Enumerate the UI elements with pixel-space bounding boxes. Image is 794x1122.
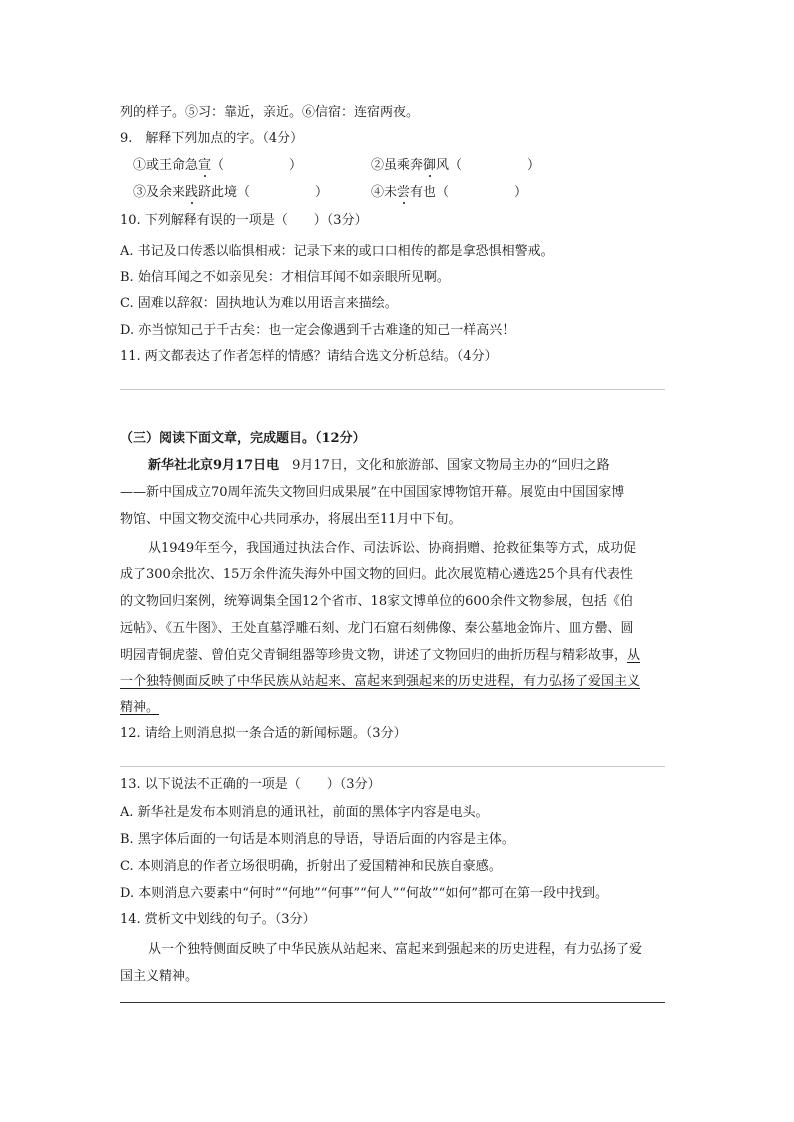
underlined-sentence-line-3: 精神。	[120, 700, 160, 715]
news-paragraph-2-line-4: 远帖》、《五牛图》、王处直墓浮雕石刻、龙门石窟石刻佛像、秦公墓地金饰片、皿方罍、圆	[120, 621, 634, 636]
answer-line	[120, 766, 665, 767]
item-text: ①或王命急	[133, 158, 199, 173]
question-14-quote-line-2: 国主义精神。	[120, 969, 199, 984]
question-13-option-b: B. 黑字体后面的一句话是本则消息的导语，导语后面的内容是主体。	[120, 832, 515, 847]
answer-blank: （ ）	[211, 158, 303, 173]
question-10-option-d: D. 亦当惊知己于千古矣：也一定会像遇到千古难逢的知己一样高兴！	[120, 323, 516, 338]
news-paragraph-1-line-1	[148, 457, 610, 475]
news-paragraph-2-line-1: 从1949年至今，我国通过执法合作、司法诉讼、协商捐赠、抢救征集等方式，成功促	[148, 541, 637, 556]
question-13-stem: 13. 以下说法不正确的一项是（ ）（3分）	[120, 777, 381, 792]
question-10-option-c: C. 固难以辞叙：固执地认为难以用语言来描绘。	[120, 296, 398, 311]
news-dateline: 新华社北京9月17日电	[148, 458, 280, 473]
question-14-quote-line-1: 从一个独特侧面反映了中华民族从站起来、富起来到强起来的历史进程，有力弘扬了爱	[148, 942, 643, 957]
news-text: 明园青铜虎蓥、曾伯克父青铜组器等珍贵文物，讲述了文物回归的曲折历程与精彩故事，	[120, 648, 628, 663]
news-paragraph-2-line-5	[120, 647, 640, 665]
item-text: ③及余来	[133, 185, 186, 200]
question-10-stem: 10. 下列解释有误的一项是（ ）（3分）	[120, 213, 368, 228]
question-13-option-d: D. 本则消息六要素中“何时”“何地”“何事”“何人”“何故”“如何”都可在第一段中找到。	[120, 886, 608, 901]
item-text: ②虽乘奔	[371, 158, 424, 173]
note-line: 列的样子。⑤习：靠近，亲近。⑥信宿：连宿两夜。	[120, 105, 420, 120]
item-text: ④未	[371, 185, 398, 200]
news-paragraph-1-line-2: ——新中国成立70周年流失文物回归成果展”在中国国家博物馆开幕。展览由中国国家博	[120, 485, 625, 500]
section-3-title: （三）阅读下面文章，完成题目。（12分）	[120, 431, 366, 446]
dotted-char: 宣	[198, 158, 212, 173]
news-paragraph-1-line-3: 物馆、中国文物交流中心共同承办，将展出至11月中下旬。	[120, 512, 462, 527]
question-11-stem: 11. 两文都表达了作者怎样的情感？请结合选文分析总结。（4分）	[120, 349, 498, 364]
question-12-stem: 12. 请给上则消息拟一条合适的新闻标题。（3分）	[120, 726, 407, 741]
question-9-item-c	[133, 184, 328, 202]
answer-blank: 跻此境（ ）	[198, 185, 329, 200]
question-10-option-b: B. 始信耳闻之不如亲见矣：才相信耳闻不如亲眼所见啊。	[120, 270, 450, 285]
news-text: 9月17日，文化和旅游部、国家文物局主办的“回归之路	[279, 458, 610, 473]
question-9-item-d	[371, 184, 527, 202]
dotted-char: 御	[423, 158, 437, 173]
question-9-item-a	[133, 157, 302, 175]
dotted-char: 尝	[397, 185, 411, 200]
underlined-sentence-line-2: 一个独特侧面反映了中华民族从站起来、富起来到强起来的历史进程，有力弘扬了爱国主义	[120, 674, 641, 689]
question-13-option-c: C. 本则消息的作者立场很明确，折射出了爱国精神和民族自豪感。	[120, 859, 502, 874]
news-paragraph-2-line-2: 成了300余批次、15万余件流失海外中国文物的回归。此次展览精心遴选25个具有代表性	[120, 567, 633, 582]
underlined-sentence: 从	[627, 648, 641, 663]
answer-line	[120, 1002, 665, 1003]
question-13-option-a: A. 新华社是发布本则消息的通讯社，前面的黑体字内容是电头。	[120, 805, 489, 820]
news-paragraph-2-line-3: 的文物回归案例，统筹调集全国12个省市、18家文博单位的600余件文物参展，包括《伯	[120, 594, 633, 609]
answer-blank: 有也（ ）	[410, 185, 528, 200]
question-10-option-a: A. 书记及口传悉以临惧相戒：记录下来的或口口相传的都是拿恐惧相警戒。	[120, 244, 554, 259]
answer-line	[120, 389, 665, 390]
question-9-stem: 9. 解释下列加点的字。（4分）	[120, 131, 304, 146]
answer-blank: 风（ ）	[436, 158, 541, 173]
dotted-char: 践	[185, 185, 199, 200]
question-14-stem: 14. 赏析文中划线的句子。（3分）	[120, 912, 316, 927]
question-9-item-b	[371, 157, 540, 175]
